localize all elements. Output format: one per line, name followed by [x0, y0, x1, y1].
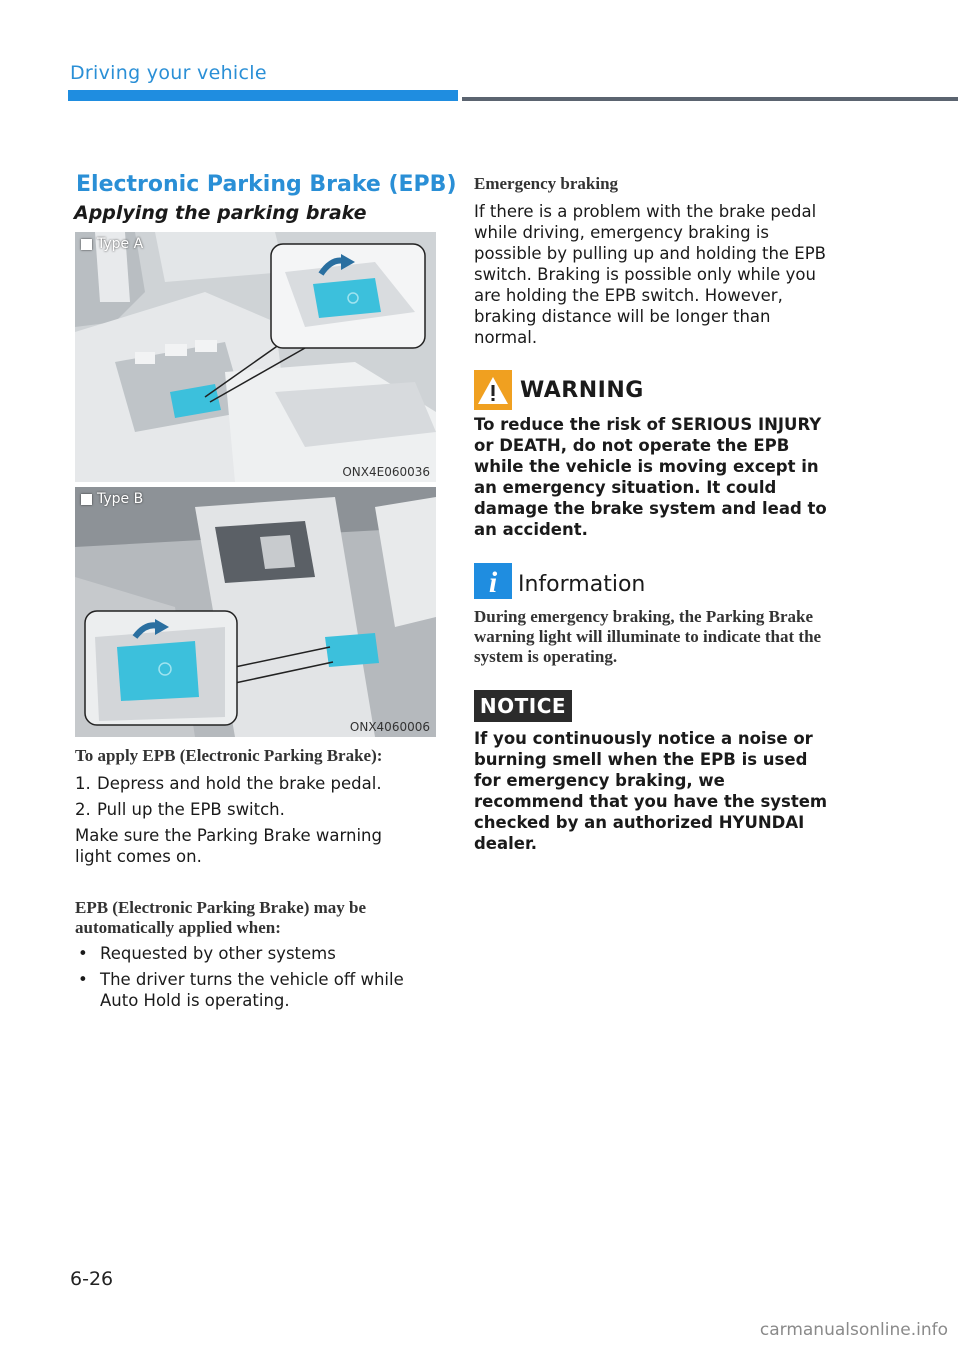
console-illustration-b	[75, 487, 436, 737]
section-title: Electronic Parking Brake (EPB)	[76, 172, 457, 197]
bullet-icon: •	[78, 944, 88, 963]
list-item	[75, 969, 440, 1011]
bullet-icon: •	[78, 970, 88, 989]
figure-code: ONX4E060036	[342, 465, 430, 479]
apply-heading: To apply EPB (Electronic Parking Brake):	[75, 746, 383, 765]
square-bullet-icon	[81, 239, 92, 250]
auto-bullets	[75, 943, 440, 1011]
step-number: 2.	[75, 800, 91, 819]
apply-note: Make sure the Parking Brake warning light comes on.	[75, 826, 382, 866]
emergency-text: If there is a problem with the brake pedal while driving, emergency braking is possible by pulling up and holding the EPB switch. Braking is possible only while you are holding the EPB switch. However, braking distance will be longer than normal.	[474, 202, 826, 347]
header-title: Driving your vehicle	[70, 62, 267, 84]
header-bar-blue	[68, 90, 458, 101]
step-text: Depress and hold the brake pedal.	[97, 774, 382, 793]
bullet-text: Requested by other systems	[100, 944, 336, 963]
list-item	[75, 799, 440, 820]
figure-label-text: Type B	[97, 491, 144, 507]
auto-heading: EPB (Electronic Parking Brake) may be automatically applied when:	[75, 898, 367, 937]
warning-title: WARNING	[520, 378, 644, 403]
notice-badge: NOTICE	[474, 690, 572, 722]
figure-code: ONX4060006	[349, 720, 430, 734]
figure-type-b	[75, 487, 436, 737]
figure-label	[81, 236, 143, 252]
list-item	[75, 773, 440, 794]
page-number: 6-26	[70, 1268, 114, 1290]
notice-text: If you continuously notice a noise or burning smell when the EPB is used for emergency braking, we recommend that you have the system checked by an authorized HYUNDAI dealer.	[474, 729, 828, 853]
figure-label-text: Type A	[97, 236, 144, 252]
information-title: Information	[518, 572, 646, 597]
header-bar-gray	[462, 97, 958, 101]
list-item	[75, 943, 440, 964]
watermark: carmanualsonline.info	[759, 1320, 948, 1340]
information-text: During emergency braking, the Parking Brake warning light will illuminate to indicate that the system is operating.	[474, 607, 822, 666]
step-number: 1.	[75, 774, 91, 793]
figure-type-a	[75, 232, 436, 482]
emergency-heading: Emergency braking	[474, 174, 619, 193]
bullet-text: The driver turns the vehicle off while Auto Hold is operating.	[100, 970, 404, 1010]
apply-steps	[75, 773, 440, 867]
warning-text: To reduce the risk of SERIOUS INJURY or DEATH, do not operate the EPB while the vehicle is moving except in an emergency situation. It could damage the brake system and lead to an accident.	[474, 415, 827, 539]
section-subtitle: Applying the parking brake	[74, 202, 367, 224]
warning-icon	[474, 370, 512, 410]
svg-text:i: i	[488, 566, 498, 599]
info-icon	[474, 563, 512, 599]
step-text: Pull up the EPB switch.	[97, 800, 285, 819]
square-bullet-icon	[81, 494, 92, 505]
figure-label	[81, 491, 143, 507]
console-illustration-a	[75, 232, 436, 482]
